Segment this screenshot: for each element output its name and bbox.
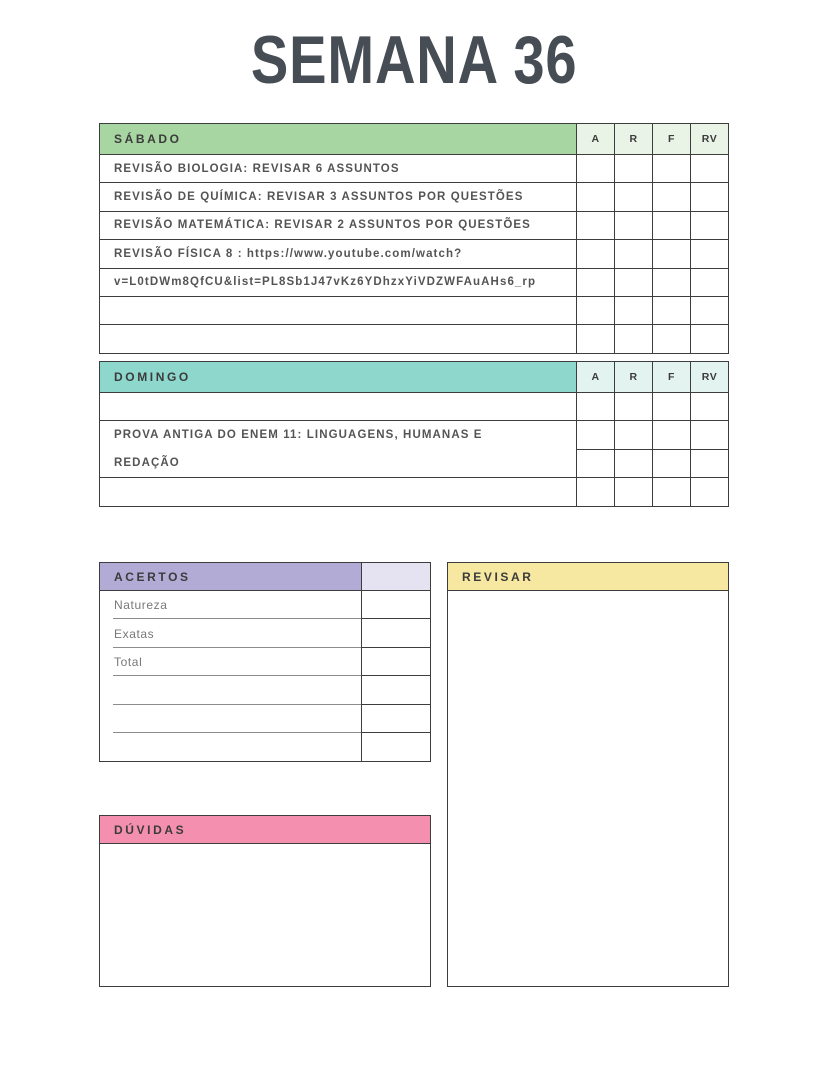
- revisar-header-label: REVISAR: [448, 563, 728, 591]
- check-cell[interactable]: [690, 478, 728, 505]
- table-row: [100, 296, 728, 324]
- check-grid: [576, 421, 728, 477]
- table-row: [100, 477, 728, 505]
- check-cell[interactable]: [576, 393, 614, 420]
- check-cell[interactable]: [652, 297, 690, 324]
- acertos-row-label-empty[interactable]: [100, 733, 361, 761]
- check-cell[interactable]: [652, 421, 690, 449]
- task-text-line: REDAÇÃO: [114, 457, 180, 470]
- sunday-col-header-r: R: [614, 362, 652, 392]
- score-cell[interactable]: [361, 619, 430, 647]
- table-row: [100, 324, 728, 352]
- acertos-row-label-natureza: Natureza: [100, 591, 361, 619]
- sunday-col-header-f: F: [652, 362, 690, 392]
- check-cell[interactable]: [614, 421, 652, 449]
- check-cell[interactable]: [690, 240, 728, 267]
- table-row: [100, 211, 728, 239]
- saturday-table-header: [100, 124, 728, 154]
- check-cell[interactable]: [614, 183, 652, 210]
- acertos-header-value-cell: [361, 563, 430, 590]
- check-cell[interactable]: [576, 325, 614, 352]
- check-cell[interactable]: [576, 183, 614, 210]
- check-cell[interactable]: [576, 421, 614, 449]
- check-cell[interactable]: [652, 183, 690, 210]
- check-cell[interactable]: [576, 155, 614, 182]
- saturday-task-link-line-1: REVISÃO FÍSICA 8 : https://www.youtube.com/watch?: [114, 247, 463, 260]
- check-cell[interactable]: [652, 393, 690, 420]
- check-cell[interactable]: [690, 449, 728, 477]
- check-cell[interactable]: [690, 269, 728, 296]
- check-cell[interactable]: [690, 393, 728, 420]
- duvidas-notes-area[interactable]: [100, 844, 430, 986]
- check-cell[interactable]: [690, 421, 728, 449]
- check-cell[interactable]: [652, 325, 690, 352]
- check-cell[interactable]: [652, 212, 690, 239]
- table-row: [100, 154, 728, 182]
- table-row: [100, 268, 728, 296]
- check-cell[interactable]: [576, 478, 614, 505]
- sunday-task-label-1: [100, 421, 576, 477]
- check-cell[interactable]: [614, 478, 652, 505]
- check-cell[interactable]: [576, 240, 614, 267]
- acertos-table-header: [100, 563, 430, 591]
- duvidas-header-label: DÚVIDAS: [100, 816, 430, 844]
- saturday-table: [99, 123, 729, 354]
- saturday-col-header-a: A: [576, 124, 614, 154]
- acertos-row-label-empty[interactable]: [100, 676, 361, 704]
- acertos-row-label-exatas: Exatas: [100, 619, 361, 647]
- check-cell[interactable]: [614, 212, 652, 239]
- check-cell[interactable]: [690, 212, 728, 239]
- saturday-task-label-2: REVISÃO DE QUÍMICA: REVISAR 3 ASSUNTOS POR QUESTÕES: [114, 191, 524, 204]
- page-title-wrap: [0, 21, 828, 98]
- check-cell[interactable]: [652, 155, 690, 182]
- table-row: [100, 733, 430, 761]
- check-cell[interactable]: [614, 393, 652, 420]
- check-cell[interactable]: [614, 325, 652, 352]
- table-row: [100, 182, 728, 210]
- score-cell[interactable]: [361, 676, 430, 704]
- check-cell[interactable]: [690, 155, 728, 182]
- score-cell[interactable]: [361, 705, 430, 733]
- table-row: [100, 648, 430, 676]
- check-cell[interactable]: [614, 297, 652, 324]
- saturday-col-header-f: F: [652, 124, 690, 154]
- acertos-table: [99, 562, 431, 762]
- table-row: [100, 705, 430, 733]
- score-cell[interactable]: [361, 591, 430, 619]
- sunday-task-label-empty-2[interactable]: [100, 478, 576, 505]
- sunday-header-label: DOMINGO: [100, 362, 576, 392]
- saturday-header-label: SÁBADO: [100, 124, 576, 154]
- check-cell[interactable]: [576, 212, 614, 239]
- check-cell[interactable]: [576, 449, 614, 477]
- check-cell[interactable]: [652, 269, 690, 296]
- score-cell[interactable]: [361, 648, 430, 676]
- sunday-col-header-rv: RV: [690, 362, 728, 392]
- revisar-notes-area[interactable]: [448, 591, 728, 986]
- table-row: [100, 591, 430, 619]
- saturday-task-label-3: REVISÃO MATEMÁTICA: REVISAR 2 ASSUNTOS POR QUESTÕES: [114, 219, 531, 232]
- check-cell[interactable]: [614, 155, 652, 182]
- sunday-col-header-a: A: [576, 362, 614, 392]
- saturday-task-link-line-2: v=L0tDWm8QfCU&list=PL8Sb1J47vKz6YDhzxYiVDZWFAuAHs6_rp: [114, 276, 537, 289]
- check-cell[interactable]: [614, 269, 652, 296]
- check-cell[interactable]: [690, 325, 728, 352]
- table-row: [100, 392, 728, 420]
- saturday-task-label-1: REVISÃO BIOLOGIA: REVISAR 6 ASSUNTOS: [114, 162, 400, 175]
- score-cell[interactable]: [361, 733, 430, 761]
- table-row: [100, 420, 728, 477]
- acertos-header-label: ACERTOS: [100, 563, 361, 590]
- sunday-table-header: [100, 362, 728, 392]
- sunday-task-label-empty-1[interactable]: [100, 393, 576, 420]
- check-cell[interactable]: [652, 240, 690, 267]
- saturday-col-header-r: R: [614, 124, 652, 154]
- check-cell[interactable]: [576, 297, 614, 324]
- check-cell[interactable]: [690, 183, 728, 210]
- sunday-table: [99, 361, 729, 507]
- table-row: [100, 239, 728, 267]
- saturday-task-label-empty-1[interactable]: [100, 297, 576, 324]
- acertos-row-label-total: Total: [100, 648, 361, 676]
- check-cell[interactable]: [690, 297, 728, 324]
- saturday-col-header-rv: RV: [690, 124, 728, 154]
- page-title: SEMANA 36: [250, 21, 578, 98]
- check-cell[interactable]: [576, 269, 614, 296]
- duvidas-panel: [99, 815, 431, 987]
- check-cell[interactable]: [614, 449, 652, 477]
- task-text-line: PROVA ANTIGA DO ENEM 11: LINGUAGENS, HUMANAS E: [114, 429, 483, 442]
- check-cell[interactable]: [652, 478, 690, 505]
- revisar-panel: [447, 562, 729, 987]
- check-cell[interactable]: [652, 449, 690, 477]
- table-row: [100, 676, 430, 704]
- saturday-task-label-empty-2[interactable]: [100, 325, 576, 352]
- check-cell[interactable]: [614, 240, 652, 267]
- acertos-row-label-empty[interactable]: [100, 705, 361, 733]
- table-row: [100, 619, 430, 647]
